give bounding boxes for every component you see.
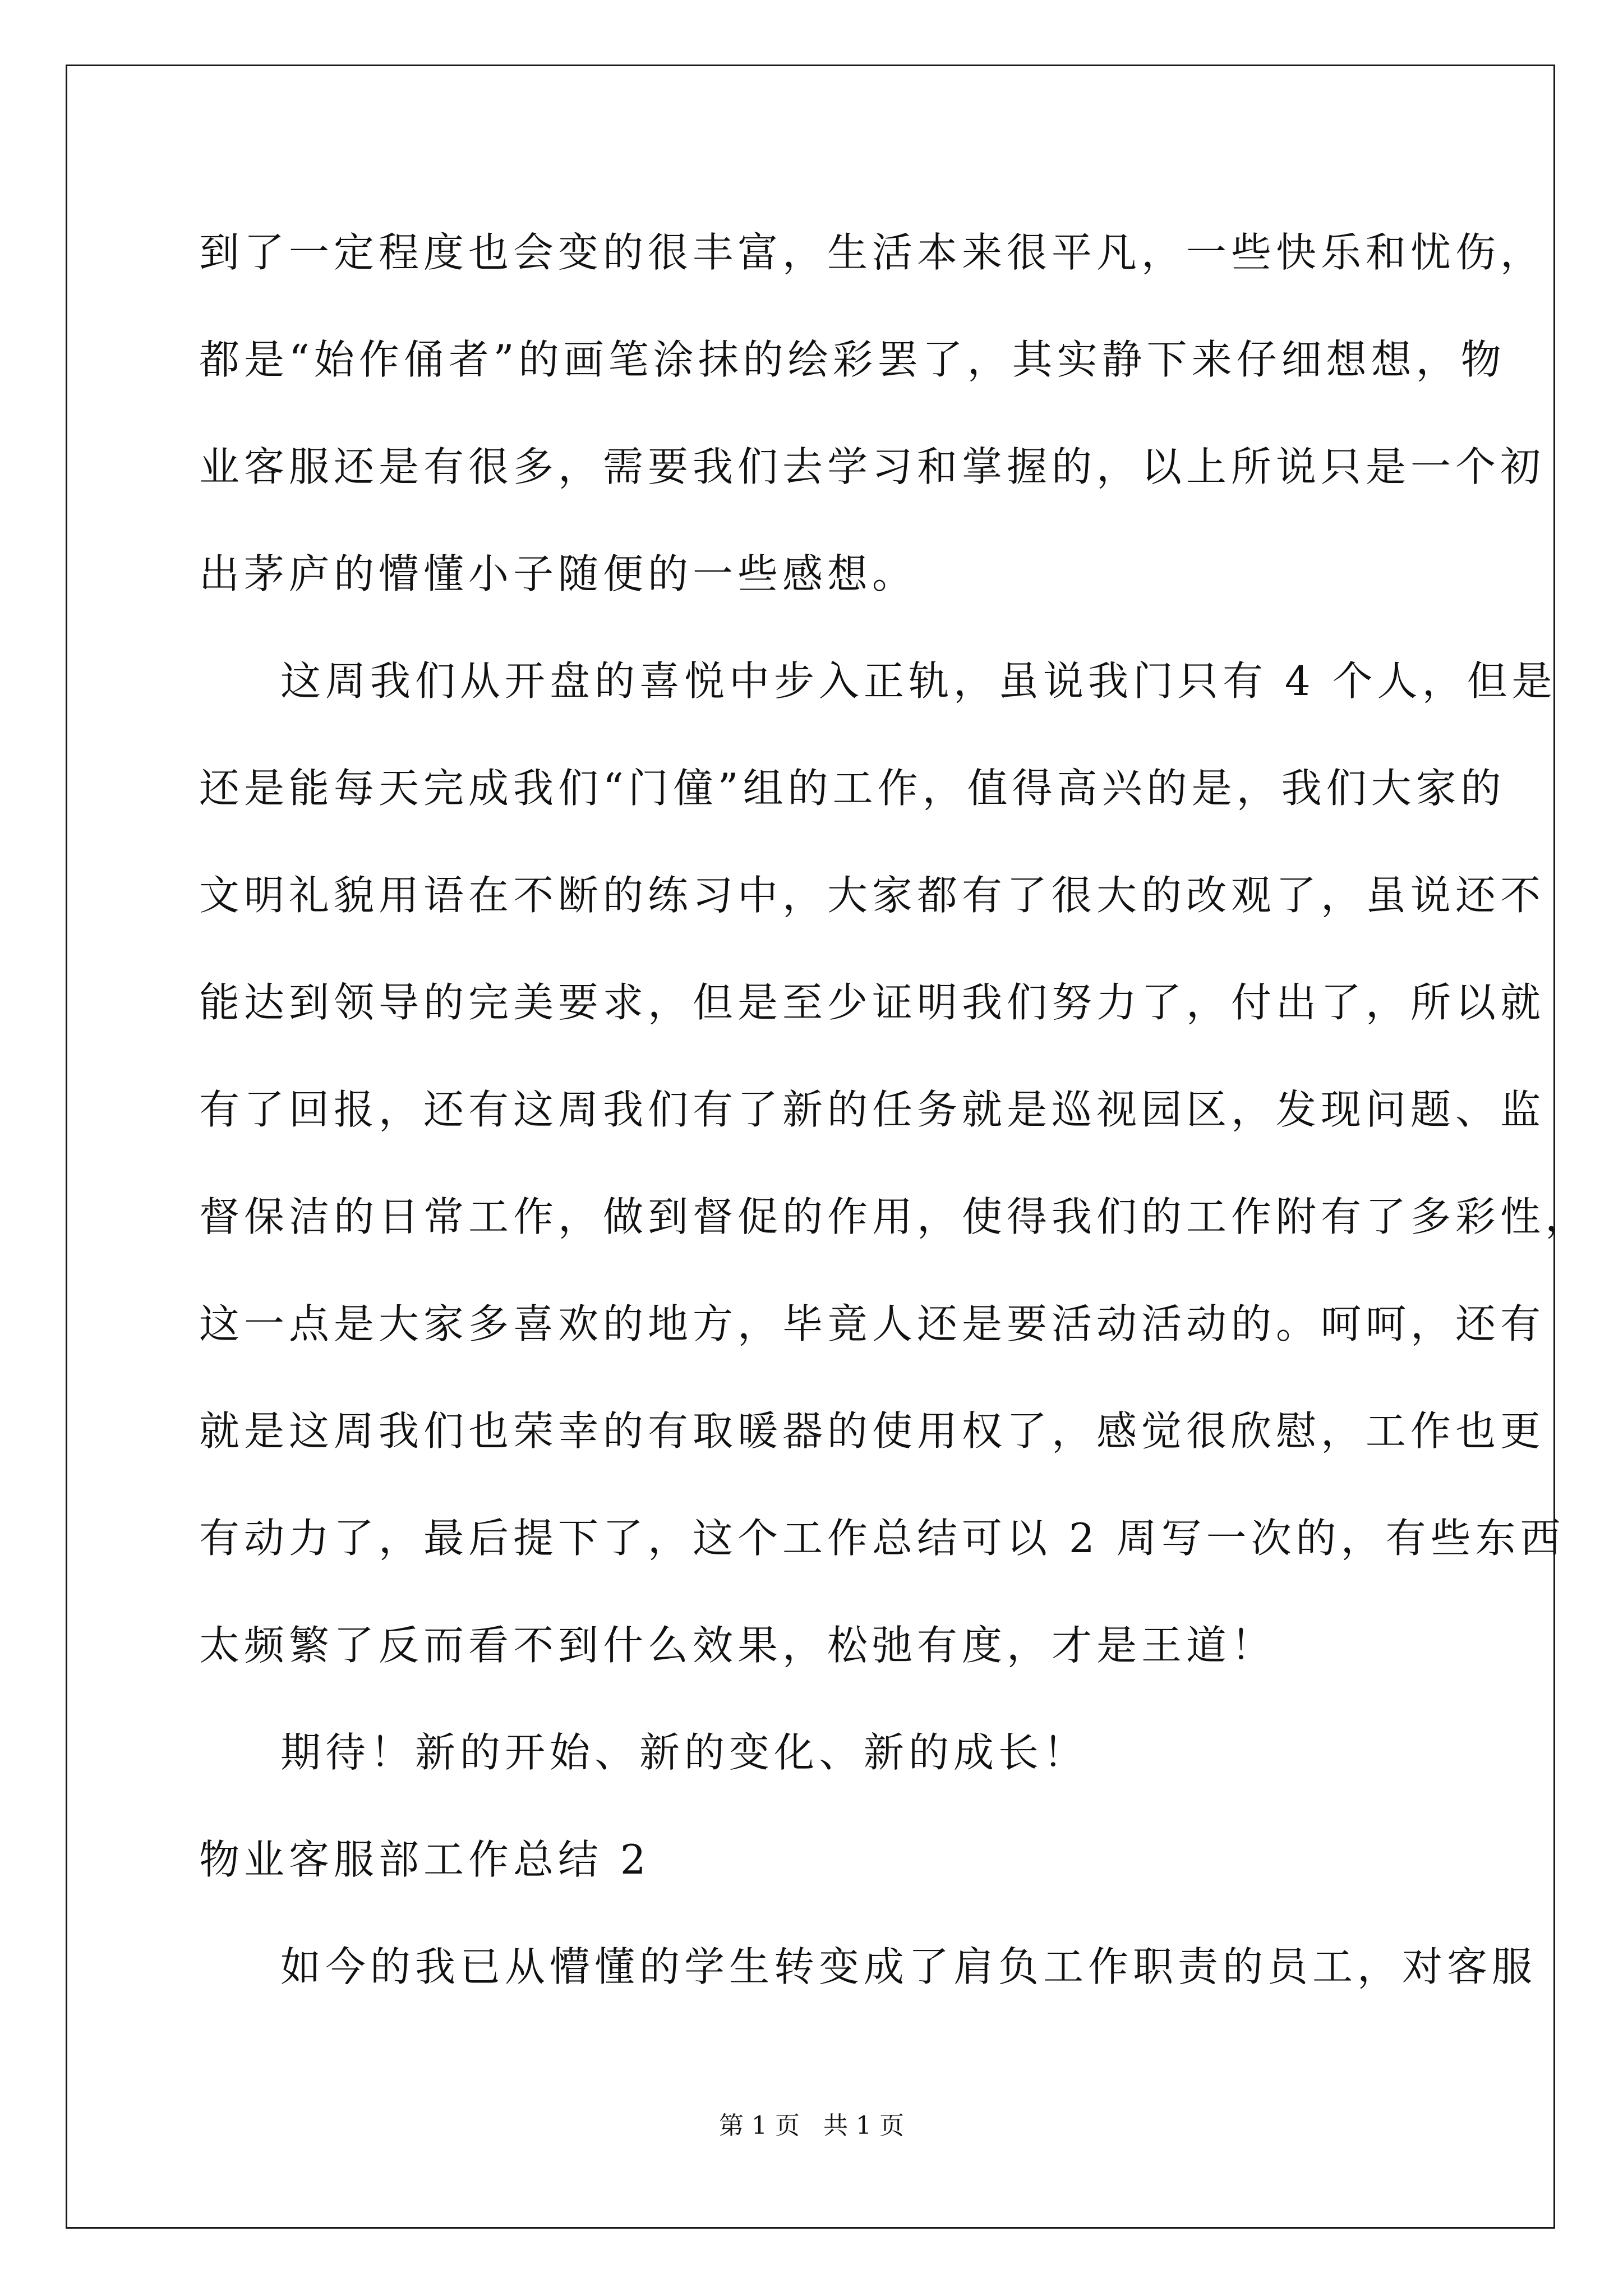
text-line: 有动力了，最后提下了，这个工作总结可以 2 周写一次的，有些东西 [199,1515,1565,1562]
page-current-number: 第 1 页 [719,2111,800,2140]
page-border [66,65,1555,2229]
text-line: 业客服还是有很多，需要我们去学习和掌握的，以上所说只是一个初 [199,443,1546,490]
page-footer [0,2109,1623,2143]
text-line: 还是能每天完成我们“门僮”组的工作，值得高兴的是，我们大家的 [199,765,1506,812]
text-line: 有了回报，还有这周我们有了新的任务就是巡视园区，发现问题、监 [199,1086,1546,1133]
text-line: 都是“始作俑者”的画笔涂抹的绘彩罢了，其实静下来仔细想想，物 [199,336,1506,383]
text-line: 太频繁了反而看不到什么效果，松弛有度，才是王道！ [199,1622,1276,1669]
text-line: 出茅庐的懵懂小子随便的一些感想。 [199,550,917,597]
text-line: 文明礼貌用语在不断的练习中，大家都有了很大的改观了，虽说还不 [199,872,1546,919]
text-line: 这一点是大家多喜欢的地方，毕竟人还是要活动活动的。呵呵，还有 [199,1300,1546,1347]
page-total-count: 共 1 页 [823,2111,904,2140]
text-line: 就是这周我们也荣幸的有取暖器的使用权了，感觉很欣慰，工作也更 [199,1407,1546,1455]
paragraph-first-line: 如今的我已从懵懂的学生转变成了肩负工作职责的员工，对客服 [280,1943,1537,1990]
paragraph-first-line: 这周我们从开盘的喜悦中步入正轨，虽说我门只有 4 个人，但是 [280,657,1557,705]
text-line: 能达到领导的完美要求，但是至少证明我们努力了，付出了，所以就 [199,979,1546,1026]
section-heading: 物业客服部工作总结 2 [199,1836,651,1883]
text-line: 到了一定程度也会变的很丰富，生活本来很平凡，一些快乐和忧伤， [199,229,1546,276]
text-line: 督保洁的日常工作，做到督促的作用，使得我们的工作附有了多彩性， [199,1193,1590,1240]
paragraph-first-line: 期待！新的开始、新的变化、新的成长！ [280,1729,1089,1776]
